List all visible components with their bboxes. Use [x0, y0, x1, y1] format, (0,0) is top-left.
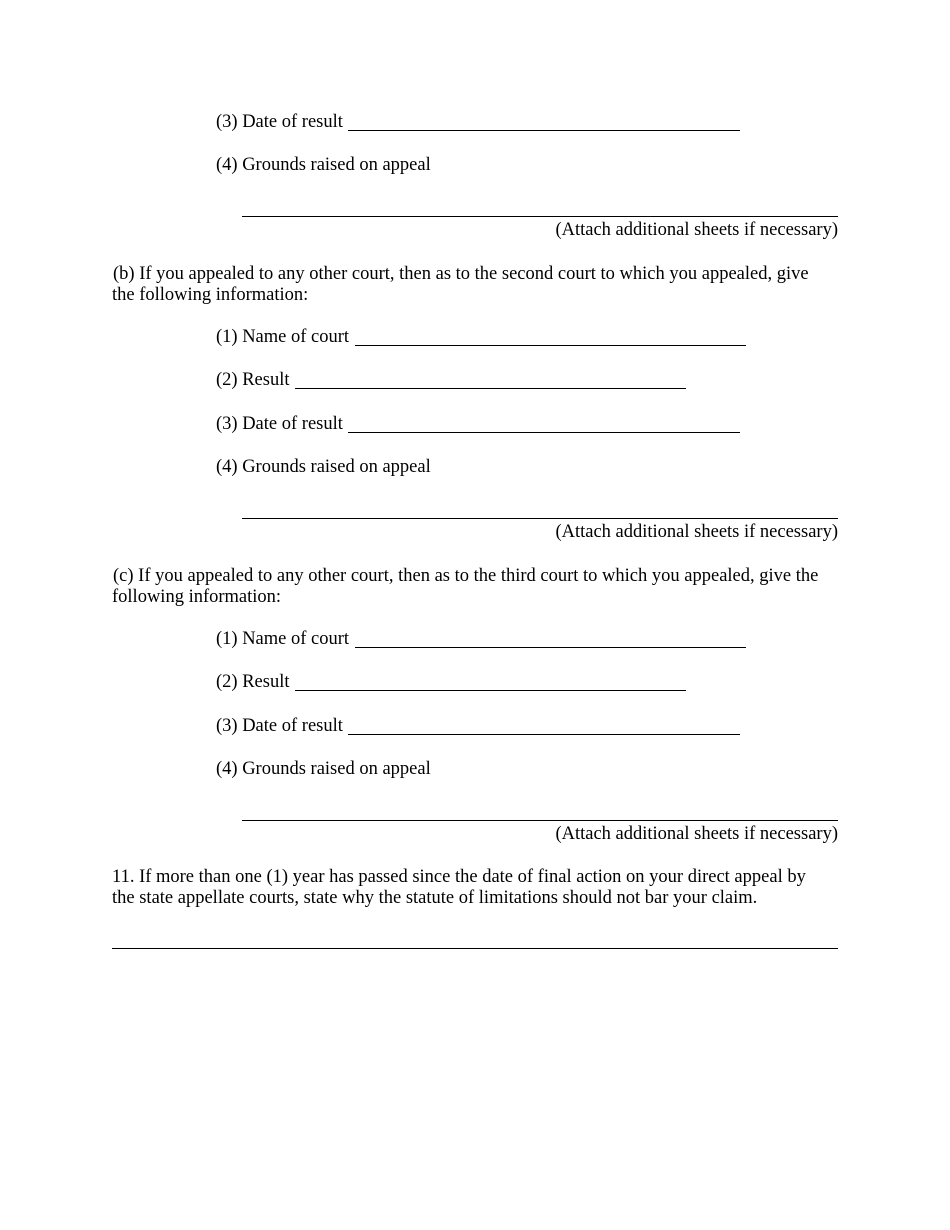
grounds-field-c[interactable] — [242, 820, 838, 821]
name-of-court-field-b[interactable] — [355, 345, 746, 346]
result-label-c: (2) Result — [216, 672, 290, 692]
date-of-result-label-c: (3) Date of result — [216, 716, 343, 736]
result-label-b: (2) Result — [216, 370, 290, 390]
section-b-intro-line1: (b) If you appealed to any other court, then as to the second court to which you appealed, give — [113, 264, 809, 284]
grounds-field-b[interactable] — [242, 518, 838, 519]
grounds-label-b: (4) Grounds raised on appeal — [216, 457, 431, 477]
name-of-court-label-b: (1) Name of court — [216, 327, 350, 347]
name-of-court-field-c[interactable] — [355, 647, 746, 648]
date-of-result-label-a: (3) Date of result — [216, 112, 343, 132]
grounds-label-a: (4) Grounds raised on appeal — [216, 155, 431, 175]
date-of-result-field-a[interactable] — [348, 130, 740, 131]
attach-note-b: (Attach additional sheets if necessary) — [555, 522, 838, 542]
date-of-result-field-c[interactable] — [348, 734, 740, 735]
section-c-intro-line2: following information: — [112, 587, 282, 607]
section-c-intro-line1: (c) If you appealed to any other court, then as to the third court to which you appealed, give the — [113, 566, 819, 586]
result-field-b[interactable] — [295, 388, 686, 389]
date-of-result-label-b: (3) Date of result — [216, 414, 343, 434]
question-11-line1: 11. If more than one (1) year has passed since the date of final action on your direct appeal by — [112, 867, 806, 887]
date-of-result-field-b[interactable] — [348, 432, 740, 433]
question-11-line2: the state appellate courts, state why the statute of limitations should not bar your claim. — [112, 888, 758, 908]
grounds-field-a[interactable] — [242, 216, 838, 217]
attach-note-a: (Attach additional sheets if necessary) — [555, 220, 838, 240]
question-11-answer-field[interactable] — [112, 948, 838, 949]
section-b-intro-line2: the following information: — [112, 285, 309, 305]
attach-note-c: (Attach additional sheets if necessary) — [555, 824, 838, 844]
grounds-label-c: (4) Grounds raised on appeal — [216, 759, 431, 779]
name-of-court-label-c: (1) Name of court — [216, 629, 350, 649]
result-field-c[interactable] — [295, 690, 686, 691]
